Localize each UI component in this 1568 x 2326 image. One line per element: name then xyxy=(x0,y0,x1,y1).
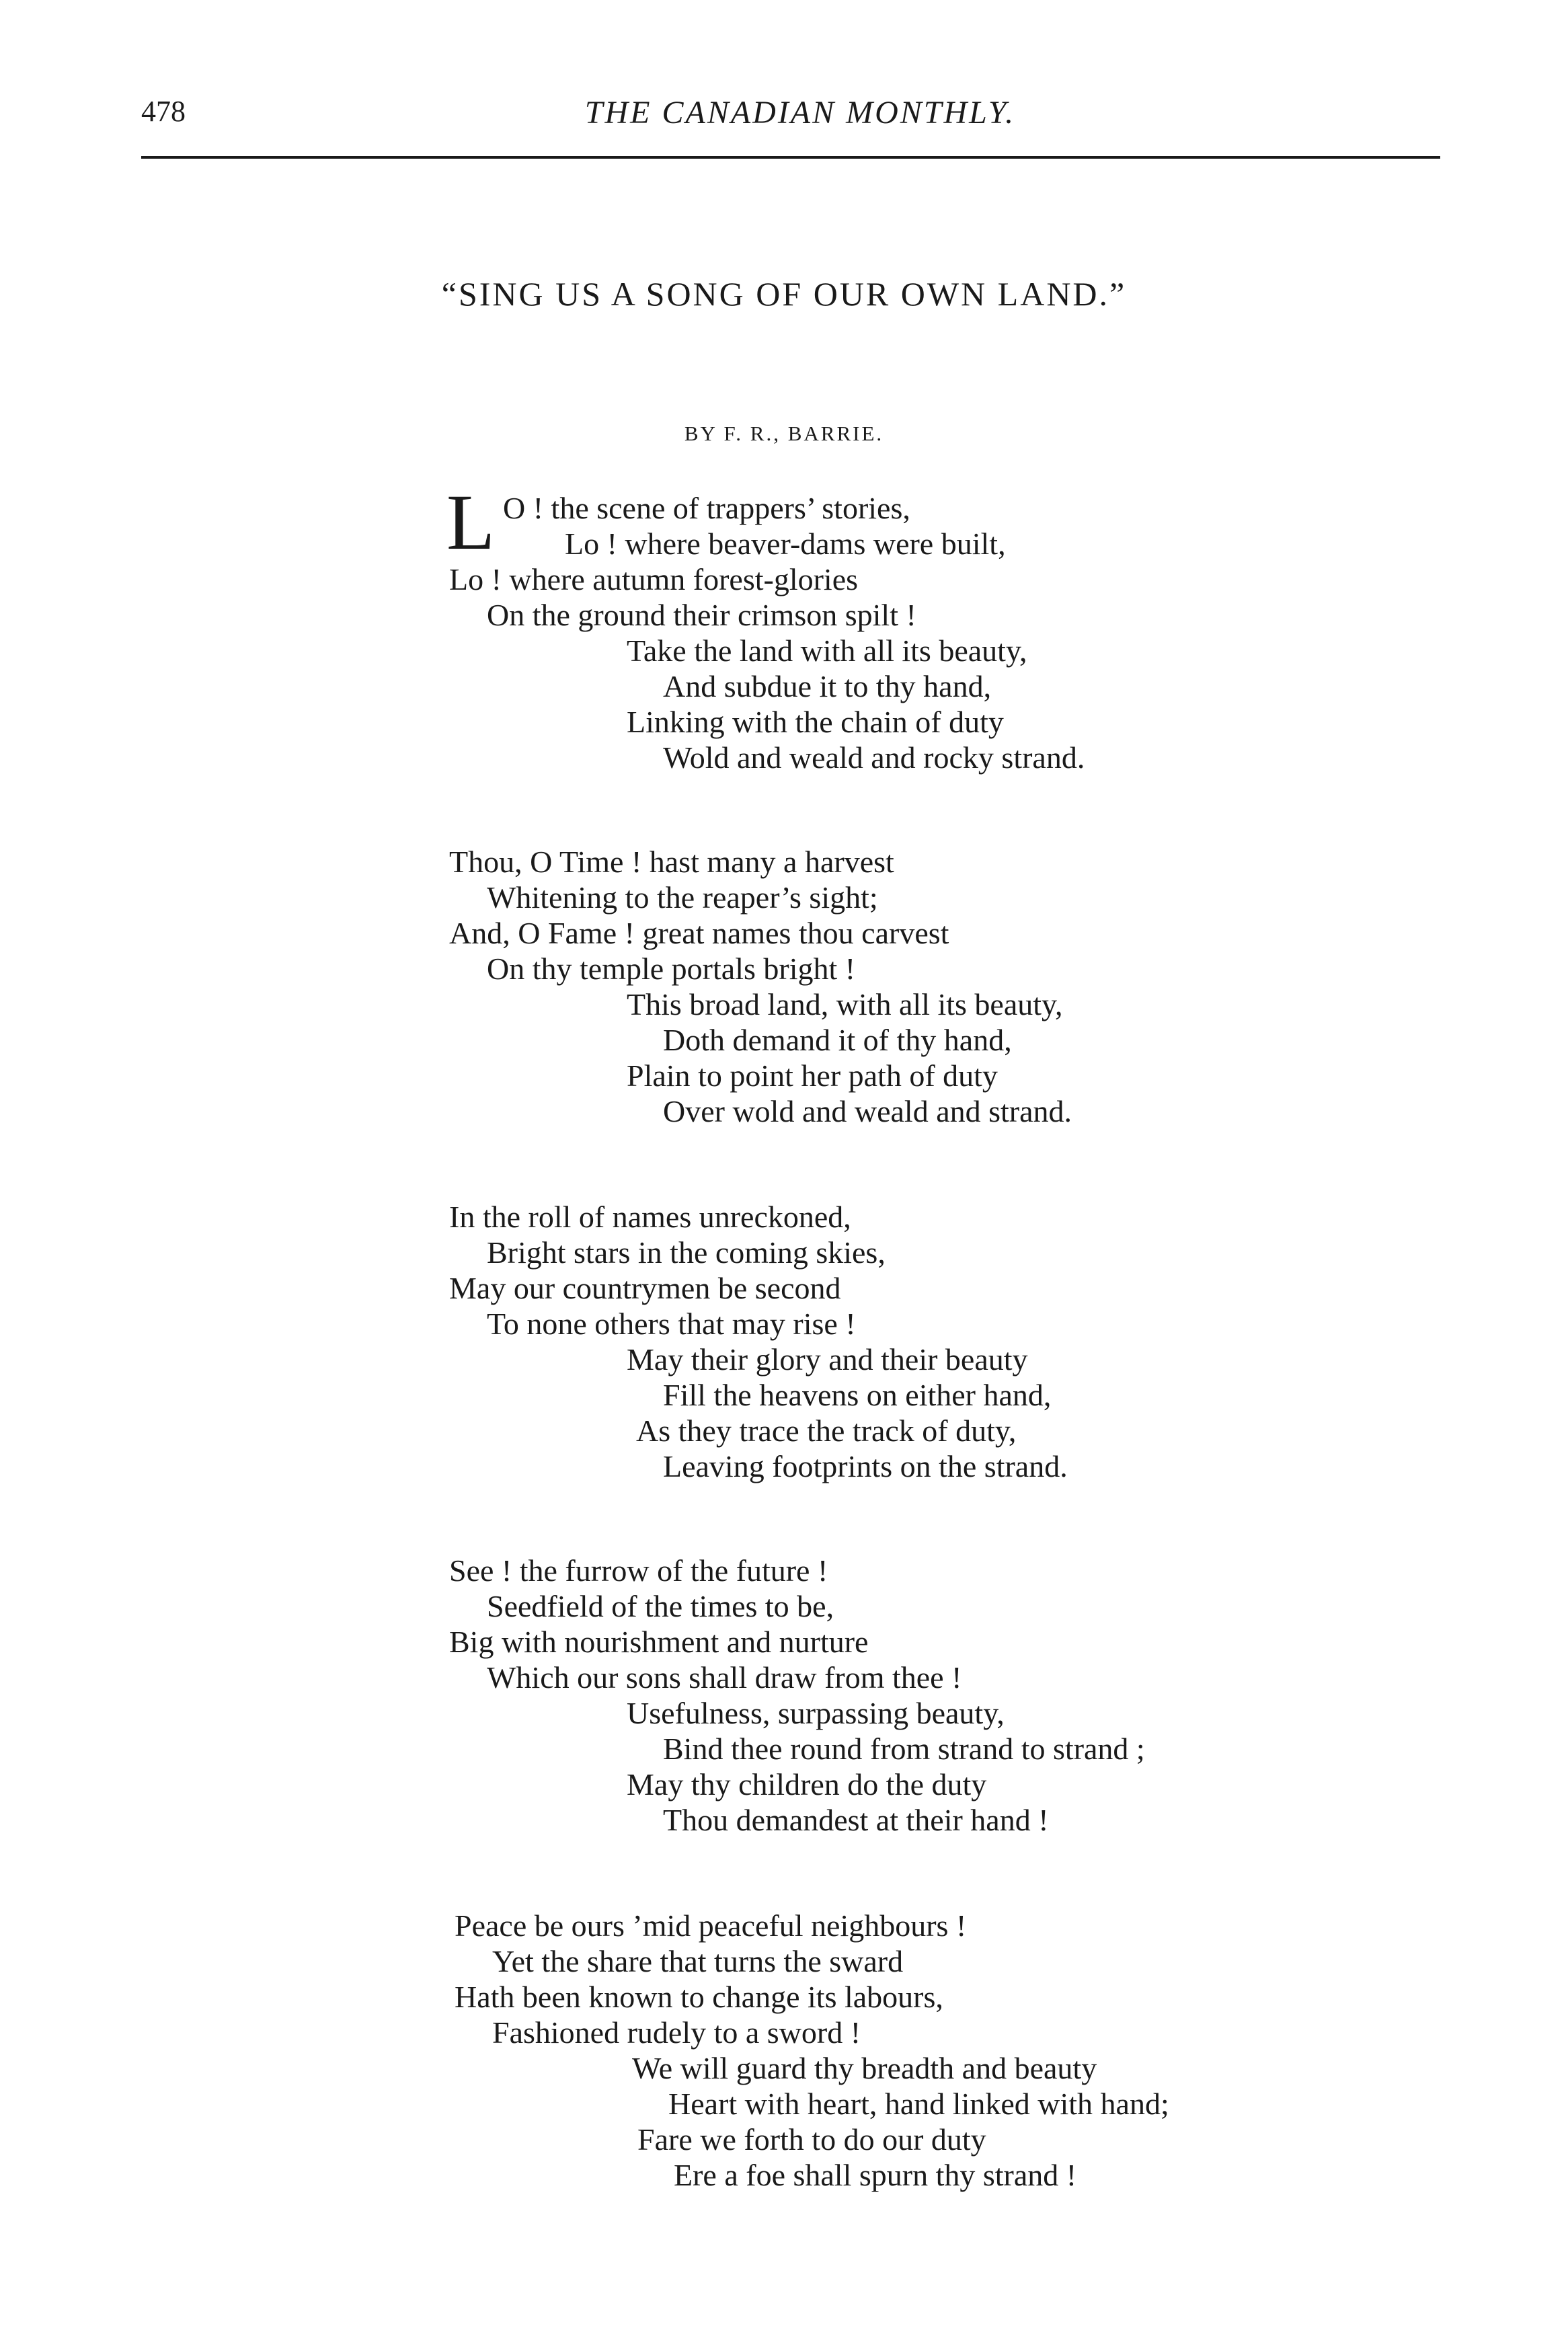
poem-line: Whitening to the reaper’s sight; xyxy=(487,880,878,915)
poem-line: Lo ! where beaver-dams were built, xyxy=(565,527,1006,561)
poem-line: We will guard thy breadth and beauty xyxy=(632,2051,1097,2085)
drop-cap: L xyxy=(446,478,496,566)
poem-line: Doth demand it of thy hand, xyxy=(663,1023,1012,1057)
poem-line: O ! the scene of trappers’ stories, xyxy=(503,491,910,525)
poem-line: Heart with heart, hand linked with hand; xyxy=(668,2087,1169,2121)
poem-line: Fare we forth to do our duty xyxy=(637,2122,986,2157)
poem-line: On thy temple portals bright ! xyxy=(487,952,856,986)
poem-line: Linking with the chain of duty xyxy=(627,705,1004,739)
poem-byline: BY F. R., BARRIE. xyxy=(684,422,884,445)
poem-line: And subdue it to thy hand, xyxy=(663,669,992,703)
poem-line: And, O Fame ! great names thou carvest xyxy=(449,916,949,950)
poem-line: Fashioned rudely to a sword ! xyxy=(492,2015,861,2050)
poem-line: Seedfield of the times to be, xyxy=(487,1589,834,1623)
poem-line: See ! the furrow of the future ! xyxy=(449,1553,828,1588)
poem-line: Peace be ours ’mid peaceful neighbours ! xyxy=(455,1908,967,1943)
poem-line: Take the land with all its beauty, xyxy=(627,633,1027,668)
poem-line: Thou demandest at their hand ! xyxy=(663,1803,1049,1837)
poem-line: Big with nourishment and nurture xyxy=(449,1625,869,1659)
poem-line: Yet the share that turns the sward xyxy=(492,1944,904,1978)
poem-line: Lo ! where autumn forest-glories xyxy=(449,562,859,596)
poem-line: Over wold and weald and strand. xyxy=(663,1094,1072,1128)
poem-line: Bright stars in the coming skies, xyxy=(487,1235,886,1270)
poem-line: As they trace the track of duty, xyxy=(636,1413,1017,1448)
poem-line: This broad land, with all its beauty, xyxy=(627,987,1063,1021)
poem-line: Bind thee round from strand to strand ; xyxy=(663,1732,1145,1766)
poem-line: May their glory and their beauty xyxy=(627,1342,1028,1377)
poem-line: Which our sons shall draw from thee ! xyxy=(487,1660,962,1695)
poem-line: May thy children do the duty xyxy=(627,1767,987,1801)
poem-line: Ere a foe shall spurn thy strand ! xyxy=(674,2158,1077,2192)
poem-line: On the ground their crimson spilt ! xyxy=(487,598,916,632)
poem-line: Hath been known to change its labours, xyxy=(455,1980,943,2014)
poem-line: To none others that may rise ! xyxy=(487,1307,856,1341)
poem-line: Wold and weald and rocky strand. xyxy=(663,740,1085,775)
poem-line: Thou, O Time ! hast many a harvest xyxy=(449,845,894,879)
running-title: THE CANADIAN MONTHLY. xyxy=(584,95,1016,130)
poem-line: Leaving footprints on the strand. xyxy=(663,1449,1068,1483)
header-rule xyxy=(141,156,1440,159)
poem-line: Usefulness, surpassing beauty, xyxy=(627,1696,1005,1730)
poem-line: In the roll of names unreckoned, xyxy=(449,1200,851,1234)
poem-line: Fill the heavens on either hand, xyxy=(663,1378,1052,1412)
poem-line: Plain to point her path of duty xyxy=(627,1058,998,1093)
poem-line: May our countrymen be second xyxy=(449,1271,841,1305)
poem-title: “SING US A SONG OF OUR OWN LAND.” xyxy=(441,275,1127,313)
page-number: 478 xyxy=(141,95,186,128)
